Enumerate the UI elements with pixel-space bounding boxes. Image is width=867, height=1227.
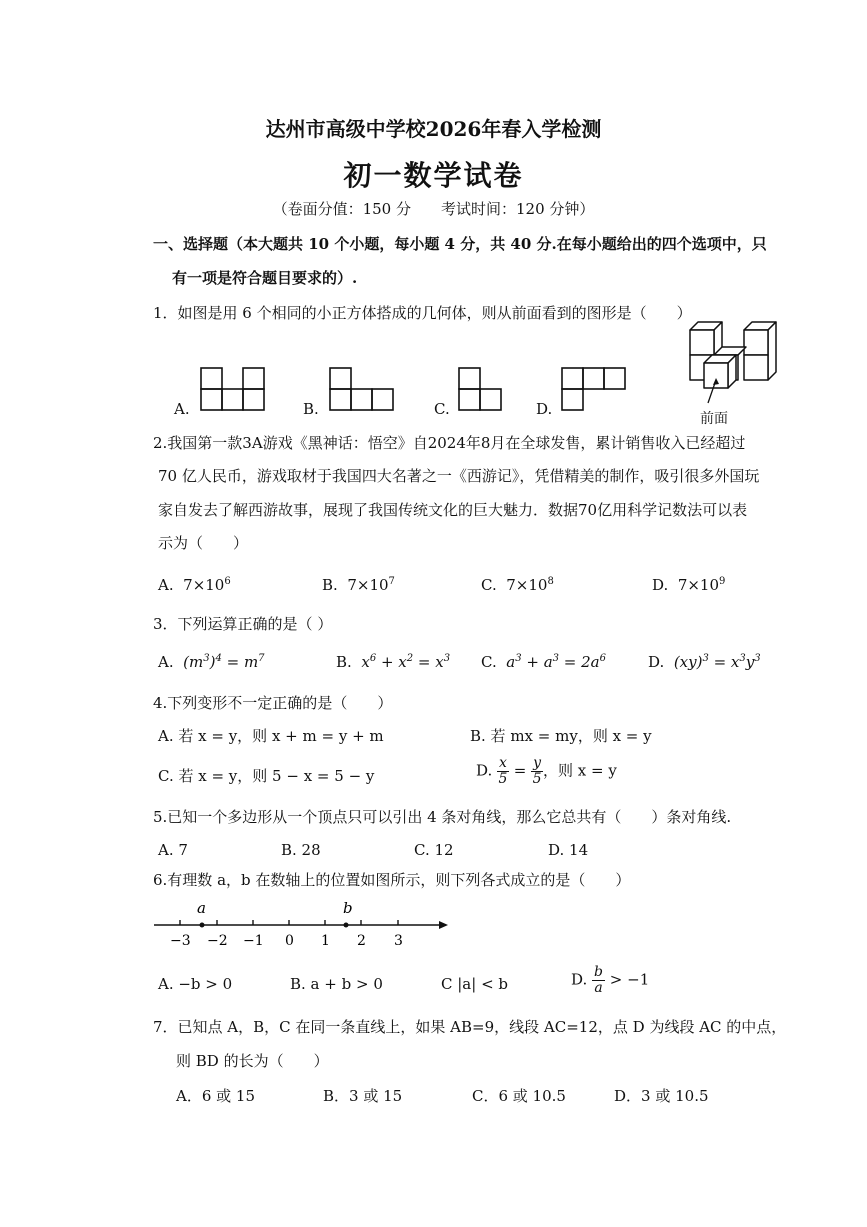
q1-figure-front-label: 前面	[700, 411, 728, 427]
q2-option-c: C. $7\times 10^8$	[481, 576, 554, 594]
tick-label: 2	[357, 933, 366, 949]
q1-stem: 1．如图是用 6 个相同的小正方体搭成的几何体，则从前面看到的图形是（ ）	[153, 304, 692, 322]
q1-option-d-label: D.	[536, 400, 553, 418]
q1-option-a-figure	[200, 367, 266, 413]
q5-option-d: D. 14	[548, 841, 589, 859]
section-heading-line1: 一、选择题（本大题共 10 个小题，每小题 4 分，共 40 分.在每小题给出的四个选项中，只	[153, 235, 767, 253]
q3-option-b: B. $x^6 + x^2 = x^3$	[336, 653, 451, 671]
q2-option-a: A. $7\times 10^6$	[158, 576, 231, 594]
q7-option-b: B．3 或 15	[323, 1087, 403, 1105]
tick-label: −2	[207, 933, 228, 949]
point-b-dot	[344, 923, 349, 928]
q2-line2: 70 亿人民币，游戏取材于我国四大名著之一《西游记》，凭借精美的制作，吸引很多外国玩	[158, 467, 760, 485]
q1-option-c-figure	[458, 367, 504, 413]
q4-fraction-x-5: $\frac{x}{5}$	[498, 755, 508, 787]
q7-line2: 则 BD 的长为（ ）	[176, 1052, 329, 1070]
q3-option-d: D. $(xy)^3 = x^3y^3$	[648, 653, 761, 671]
q5-option-c: C. 12	[414, 841, 454, 859]
exam-meta: （卷面分值：150 分 考试时间：120 分钟）	[272, 200, 595, 218]
q4-option-a: A. 若 x = y，则 x + m = y + m	[158, 727, 384, 745]
q4-fraction-y-5: $\frac{y}{5}$	[532, 755, 542, 787]
q5-option-b: B. 28	[281, 841, 321, 859]
q1-option-b-figure	[329, 367, 395, 413]
q6-option-c: C |a| < b	[441, 975, 509, 993]
q4-option-d: D. $\frac{x}{5}$ = $\frac{y}{5}$ ，则 x = y	[476, 755, 617, 787]
q7-option-c: C．6 或 10.5	[472, 1087, 566, 1105]
q7-option-d: D．3 或 10.5	[614, 1087, 709, 1105]
q5-option-a: A. 7	[158, 841, 188, 859]
q4-stem: 4.下列变形不一定正确的是（ ）	[153, 694, 393, 712]
q7-line1: 7．已知点 A，B，C 在同一条直线上，如果 AB=9，线段 AC=12，点 D 为线段 AC 的中点，	[153, 1018, 787, 1036]
q4-option-b: B. 若 mx = my，则 x = y	[470, 727, 652, 745]
q1-option-d-figure	[561, 367, 629, 413]
q2-option-b: B. $7\times 10^7$	[322, 576, 395, 594]
q1-option-c-label: C.	[434, 400, 450, 418]
school-title: 达州市高级中学校2026年春入学检测	[265, 117, 602, 141]
q6-option-a: A. −b > 0	[158, 975, 233, 993]
q4-option-c: C. 若 x = y，则 5 − x = 5 − y	[158, 767, 375, 785]
axis-arrow-icon	[439, 921, 448, 929]
q6-option-b: B. a + b > 0	[290, 975, 383, 993]
q6-number-line	[150, 895, 460, 951]
point-b-label: b	[343, 899, 353, 917]
q3-stem: 3．下列运算正确的是（ ）	[153, 615, 333, 633]
tick-label: −1	[243, 933, 264, 949]
point-a-dot	[200, 923, 205, 928]
q2-line4: 示为（ ）	[158, 534, 249, 552]
tick-label: 0	[285, 933, 294, 949]
tick-label: 3	[394, 933, 403, 949]
q5-stem: 5.已知一个多边形从一个顶点只可以引出 4 条对角线，那么它总共有（ ）条对角线.	[153, 808, 732, 826]
q2-option-d: D. $7\times 10^9$	[652, 576, 726, 594]
q3-option-c: C. $a^3 + a^3 = 2a^6$	[481, 653, 606, 671]
point-a-label: a	[197, 899, 206, 917]
q1-option-a-label: A.	[174, 400, 190, 418]
q3-option-a: A. $(m^3)^4 = m^7$	[158, 653, 265, 671]
q2-line1: 2.我国第一款3A游戏《黑神话：悟空》自2024年8月在全球发售，累计销售收入已经超过	[153, 434, 746, 452]
q2-line3: 家自发去了解西游故事，展现了我国传统文化的巨大魅力．数据70亿用科学记数法可以表	[158, 501, 748, 519]
q6-stem: 6.有理数 a，b 在数轴上的位置如图所示，则下列各式成立的是（ ）	[153, 871, 631, 889]
paper-title: 初一数学试卷	[343, 159, 524, 192]
section-heading-line2: 有一项是符合题目要求的）.	[172, 269, 358, 287]
q6-option-d: D. $\frac{b}{a}$ > −1	[571, 964, 650, 996]
q6-fraction-b-a: $\frac{b}{a}$	[594, 964, 604, 996]
q7-option-a: A．6 或 15	[176, 1087, 255, 1105]
tick-label: 1	[321, 933, 330, 949]
q1-option-b-label: B.	[303, 400, 319, 418]
tick-label: −3	[170, 933, 191, 949]
q1-cube-solid-figure	[684, 318, 784, 428]
